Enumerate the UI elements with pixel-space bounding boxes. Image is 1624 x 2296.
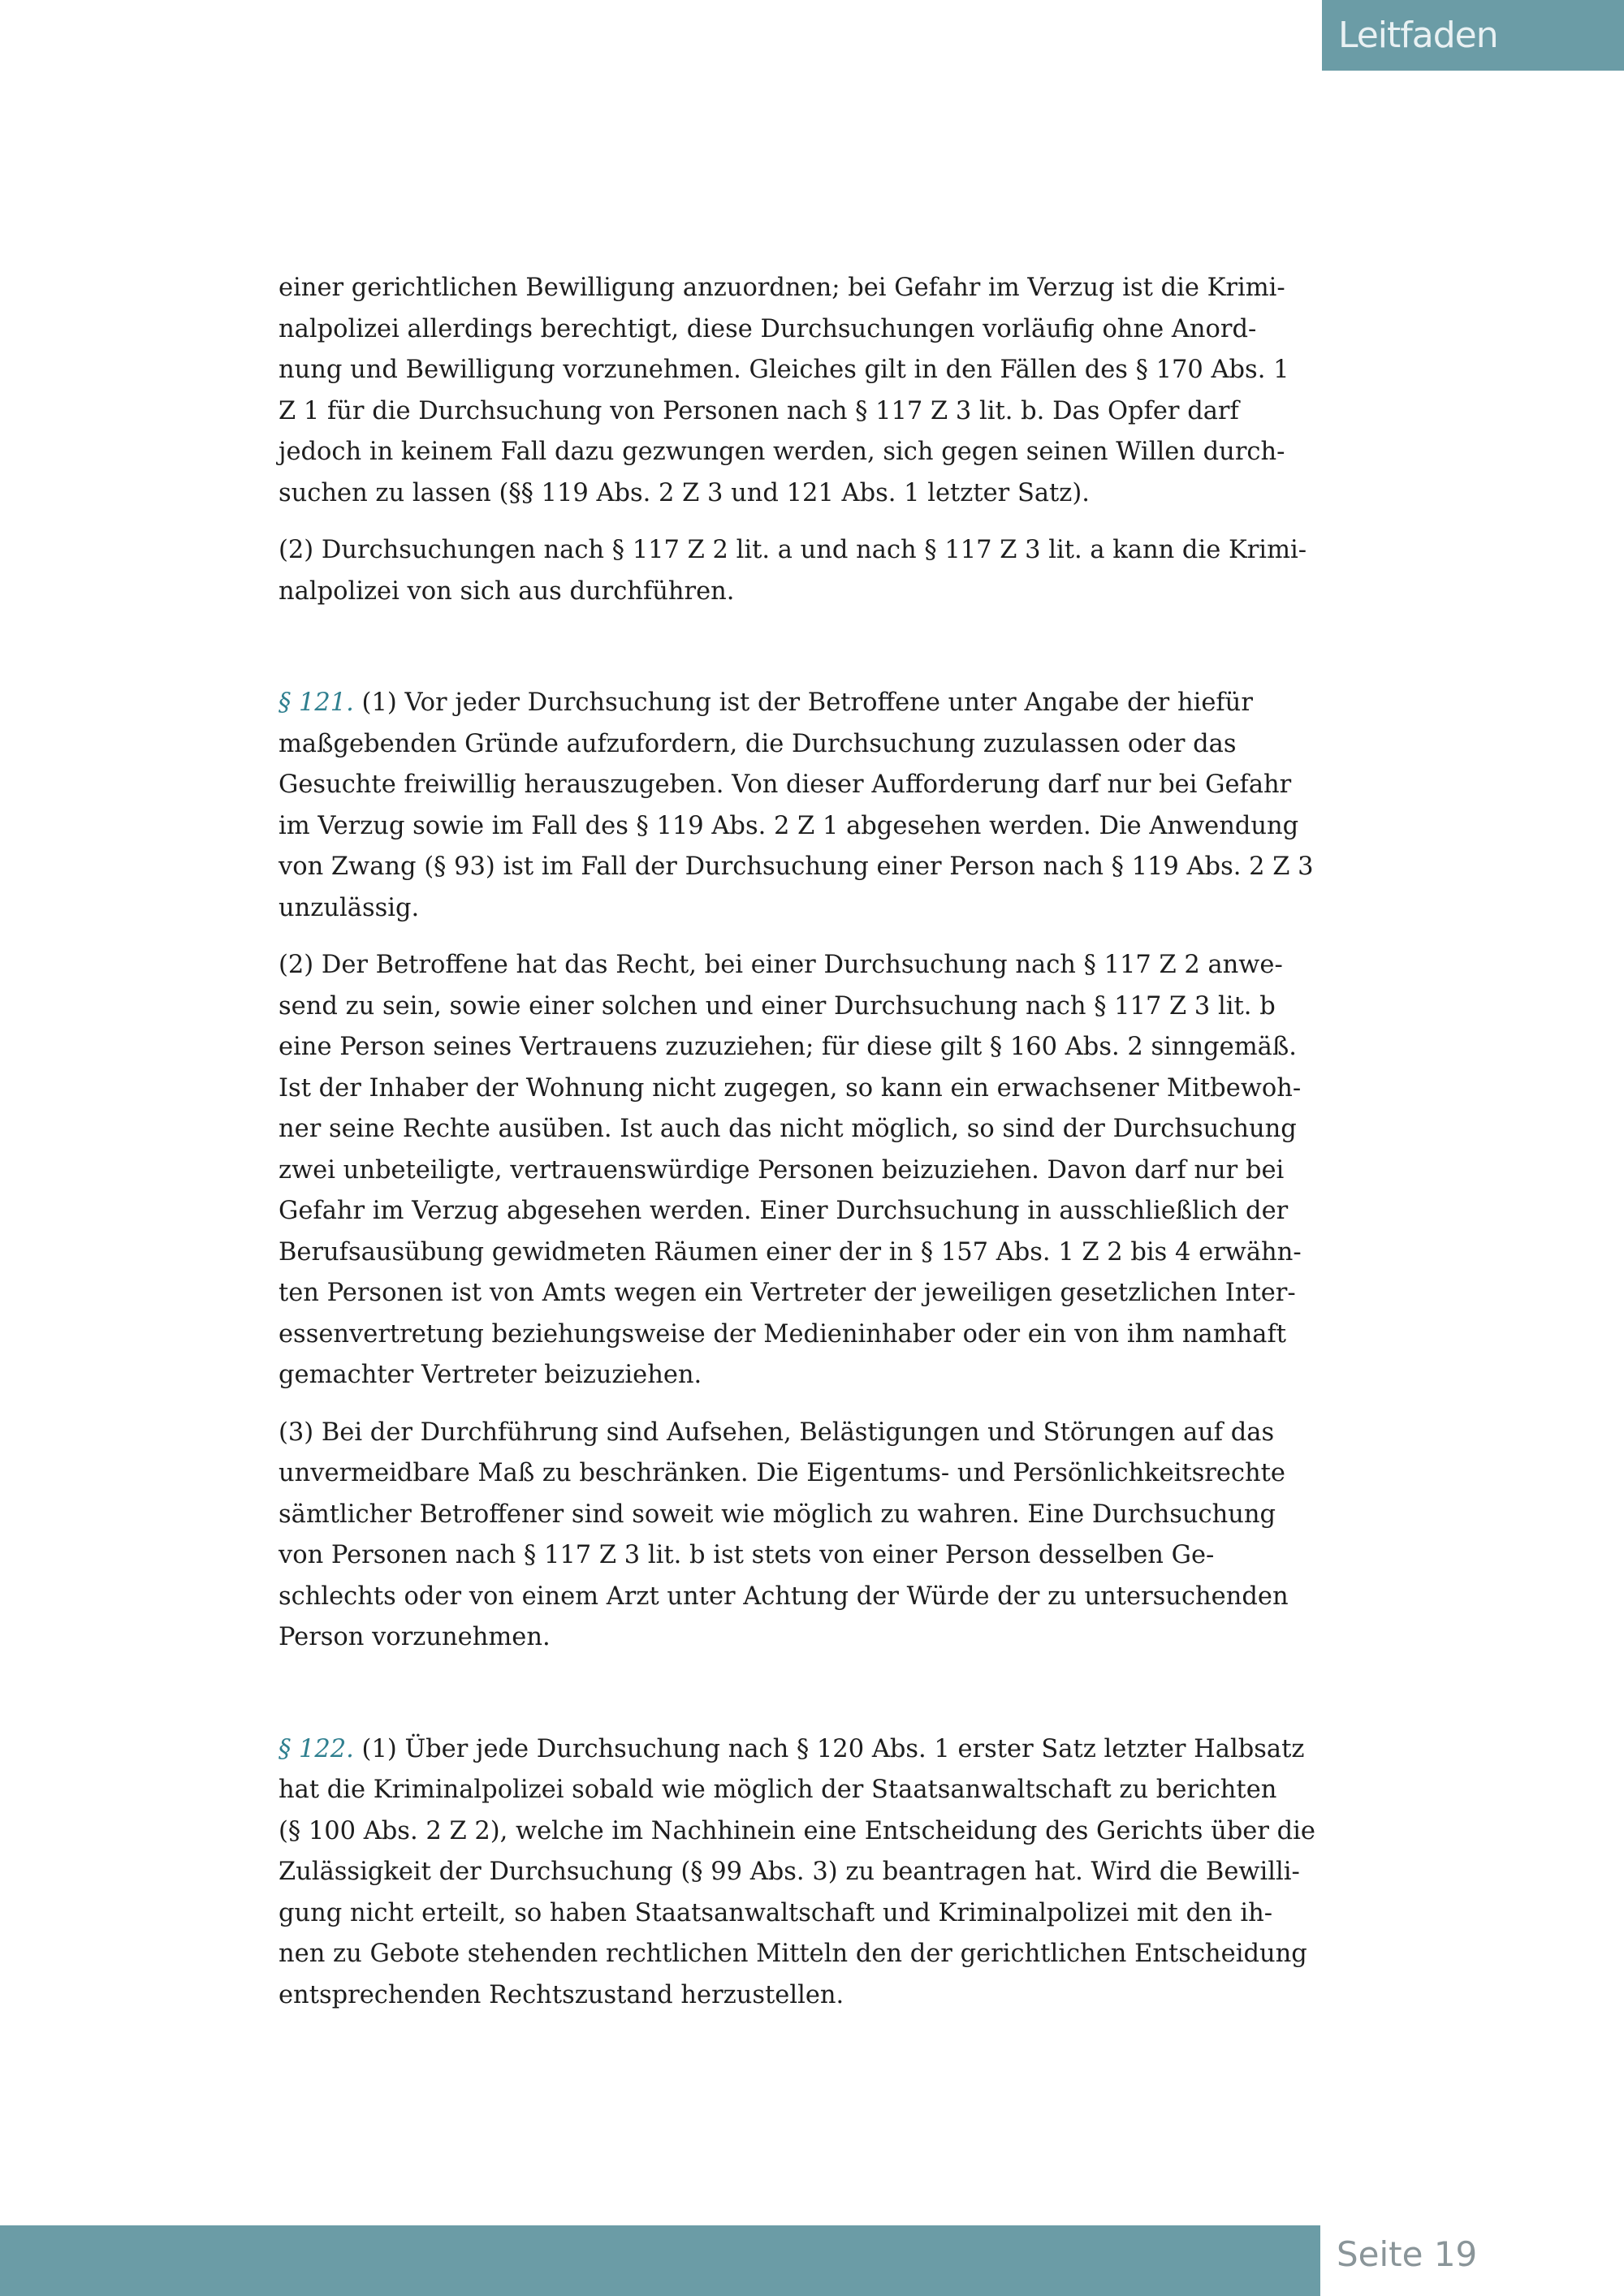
- text-line: (2) Der Betroffene hat das Recht, bei einer Durchsuchung nach § 117 Z 2 anwe-: [279, 951, 1283, 979]
- text-line-rest: (1) Über jede Durchsuchung nach § 120 Abs. 1 erster Satz letzter Halbsatz: [353, 1734, 1305, 1763]
- paragraph-120-abs2: [279, 530, 1326, 612]
- text-line-rest: (1) Vor jeder Durchsuchung ist der Betroffene unter Angabe der hiefür: [353, 688, 1253, 717]
- text-line: (3) Bei der Durchführung sind Aufsehen, Belästigungen und Störungen auf das: [279, 1418, 1275, 1447]
- section-121-abs2: [279, 945, 1326, 1396]
- text-line: [279, 683, 1326, 724]
- section-121-abs1: [279, 683, 1326, 929]
- section-marker: § 122.: [279, 1734, 354, 1763]
- header-label: Leitfaden: [1338, 15, 1498, 56]
- section-121-abs3: [279, 1413, 1326, 1659]
- text-line: essenvertretung beziehungsweise der Medieninhaber oder ein von ihm namhaft: [279, 1319, 1287, 1349]
- paragraph-continuation: [279, 268, 1326, 514]
- text-line: [279, 1729, 1326, 1771]
- text-line: (§ 100 Abs. 2 Z 2), welche im Nachhinein eine Entscheidung des Gerichts über die: [279, 1816, 1315, 1845]
- text-line: im Verzug sowie im Fall des § 119 Abs. 2 Z 1 abgesehen werden. Die Anwendung: [279, 811, 1299, 840]
- text-line: eine Person seines Vertrauens zuzuziehen; für diese gilt § 160 Abs. 2 sinngemäß.: [279, 1033, 1297, 1061]
- text-line: von Zwang (§ 93) ist im Fall der Durchsuchung einer Person nach § 119 Abs. 2 Z 3: [279, 852, 1314, 881]
- section-marker: § 121.: [279, 688, 354, 717]
- text-line: ner seine Rechte ausüben. Ist auch das nicht möglich, so sind der Durchsuchung: [279, 1115, 1297, 1143]
- text-line: Ist der Inhaber der Wohnung nicht zugegen, so kann ein erwachsener Mitbewoh-: [279, 1073, 1302, 1103]
- text-line: nalpolizei von sich aus durchführen.: [279, 576, 735, 606]
- document-body: [279, 268, 1326, 2016]
- text-line: gung nicht erteilt, so haben Staatsanwaltschaft und Kriminalpolizei mit den ih-: [279, 1898, 1273, 1927]
- text-line: jedoch in keinem Fall dazu gezwungen werden, sich gegen seinen Willen durch-: [279, 438, 1285, 466]
- text-line: nung und Bewilligung vorzunehmen. Gleiches gilt in den Fällen des § 170 Abs. 1: [279, 356, 1289, 384]
- text-line: hat die Kriminalpolizei sobald wie möglich der Staatsanwaltschaft zu berichten: [279, 1776, 1277, 1804]
- text-line: Z 1 für die Durchsuchung von Personen nach § 117 Z 3 lit. b. Das Opfer darf: [279, 396, 1239, 425]
- text-line: unvermeidbare Maß zu beschränken. Die Eigentums- und Persönlichkeitsrechte: [279, 1459, 1285, 1487]
- text-line: (2) Durchsuchungen nach § 117 Z 2 lit. a und nach § 117 Z 3 lit. a kann die Krimi-: [279, 536, 1307, 564]
- text-line: Berufsausübung gewidmeten Räumen einer der in § 157 Abs. 1 Z 2 bis 4 erwähn-: [279, 1237, 1302, 1267]
- footer-bar: [0, 2225, 1320, 2296]
- text-line: ten Personen ist von Amts wegen ein Vertreter der jeweiligen gesetzlichen Inter-: [279, 1279, 1296, 1307]
- text-line: maßgebenden Gründe aufzufordern, die Durchsuchung zuzulassen oder das: [279, 729, 1237, 758]
- text-line: von Personen nach § 117 Z 3 lit. b ist stets von einer Person desselben Ge-: [279, 1541, 1215, 1569]
- text-line: entsprechenden Rechtszustand herzustellen.: [279, 1980, 844, 2009]
- text-line: nen zu Gebote stehenden rechtlichen Mitteln den der gerichtlichen Entscheidung: [279, 1940, 1307, 1968]
- text-line: schlechts oder von einem Arzt unter Achtung der Würde der zu untersuchenden: [279, 1582, 1289, 1611]
- text-line: Gesuchte freiwillig herauszugeben. Von dieser Aufforderung darf nur bei Gefahr: [279, 770, 1292, 799]
- text-line: suchen zu lassen (§§ 119 Abs. 2 Z 3 und 121 Abs. 1 letzter Satz).: [279, 478, 1090, 507]
- text-line: Zulässigkeit der Durchsuchung (§ 99 Abs. 3) zu beantragen hat. Wird die Bewilli-: [279, 1858, 1300, 1886]
- text-line: Gefahr im Verzug abgesehen werden. Einer Durchsuchung in ausschließlich der: [279, 1197, 1289, 1225]
- text-line: send zu sein, sowie einer solchen und einer Durchsuchung nach § 117 Z 3 lit. b: [279, 991, 1276, 1021]
- page-number: Seite 19: [1337, 2234, 1478, 2274]
- text-line: Person vorzunehmen.: [279, 1623, 551, 1651]
- text-line: gemachter Vertreter beizuziehen.: [279, 1361, 702, 1389]
- text-line: unzulässig.: [279, 893, 420, 922]
- text-line: einer gerichtlichen Bewilligung anzuordnen; bei Gefahr im Verzug ist die Krimi-: [279, 274, 1285, 302]
- text-line: zwei unbeteiligte, vertrauenswürdige Personen beizuziehen. Davon darf nur bei: [279, 1155, 1285, 1185]
- section-122-abs1: [279, 1729, 1326, 2017]
- header-tab: [1322, 0, 1624, 71]
- text-line: nalpolizei allerdings berechtigt, diese Durchsuchungen vorläufig ohne Anord-: [279, 314, 1257, 343]
- text-line: sämtlicher Betroffener sind soweit wie möglich zu wahren. Eine Durchsuchung: [279, 1500, 1276, 1529]
